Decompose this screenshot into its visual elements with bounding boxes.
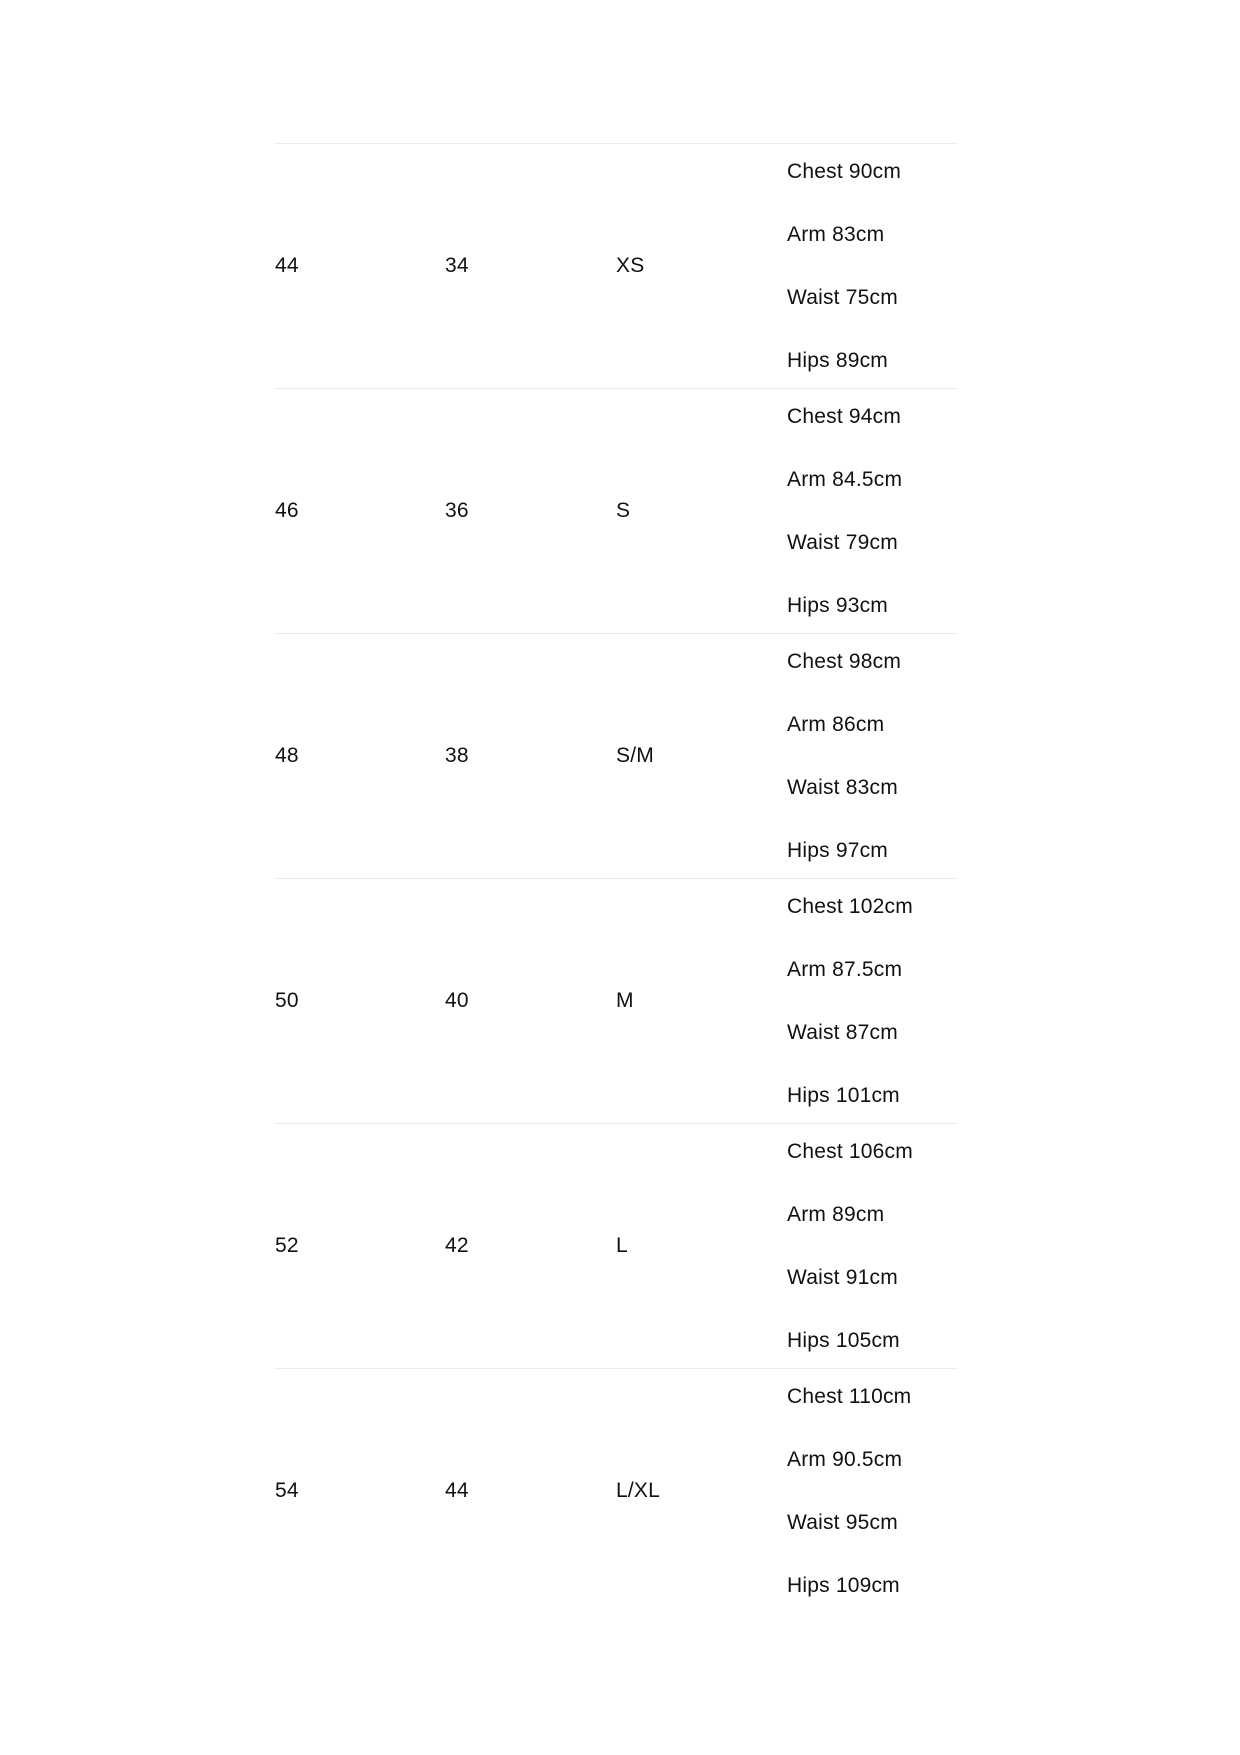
chest-measurement: Chest 106cm xyxy=(787,1140,913,1163)
hips-measurement: Hips 109cm xyxy=(787,1574,900,1597)
size-chart-table xyxy=(274,143,958,1613)
waist-measurement: Waist 79cm xyxy=(787,531,898,554)
letter-size-cell: S xyxy=(616,499,631,522)
uk-size-cell: 34 xyxy=(445,254,469,277)
eu-size-cell: 48 xyxy=(275,744,299,767)
chest-measurement: Chest 94cm xyxy=(787,405,902,428)
table-row xyxy=(274,143,958,388)
arm-measurement: Arm 84.5cm xyxy=(787,468,903,491)
measurements-cell xyxy=(787,650,958,863)
chest-measurement: Chest 90cm xyxy=(787,160,902,183)
uk-size-cell: 42 xyxy=(445,1234,469,1257)
eu-size-cell: 52 xyxy=(275,1234,299,1257)
arm-measurement: Arm 87.5cm xyxy=(787,958,903,981)
measurements-cell xyxy=(787,160,958,373)
hips-measurement: Hips 101cm xyxy=(787,1084,900,1107)
waist-measurement: Waist 75cm xyxy=(787,286,898,309)
letter-size-cell: XS xyxy=(616,254,645,277)
waist-measurement: Waist 91cm xyxy=(787,1266,898,1289)
uk-size-cell: 36 xyxy=(445,499,469,522)
waist-measurement: Waist 83cm xyxy=(787,776,898,799)
hips-measurement: Hips 105cm xyxy=(787,1329,900,1352)
arm-measurement: Arm 86cm xyxy=(787,713,885,736)
hips-measurement: Hips 89cm xyxy=(787,349,888,372)
table-row xyxy=(274,1123,958,1368)
chest-measurement: Chest 102cm xyxy=(787,895,913,918)
arm-measurement: Arm 90.5cm xyxy=(787,1448,903,1471)
eu-size-cell: 46 xyxy=(275,499,299,522)
table-row xyxy=(274,878,958,1123)
uk-size-cell: 44 xyxy=(445,1479,469,1502)
measurements-cell xyxy=(787,895,958,1108)
waist-measurement: Waist 87cm xyxy=(787,1021,898,1044)
letter-size-cell: S/M xyxy=(616,744,654,767)
hips-measurement: Hips 97cm xyxy=(787,839,888,862)
letter-size-cell: L/XL xyxy=(616,1479,660,1502)
uk-size-cell: 40 xyxy=(445,989,469,1012)
uk-size-cell: 38 xyxy=(445,744,469,767)
eu-size-cell: 50 xyxy=(275,989,299,1012)
table-row xyxy=(274,388,958,633)
eu-size-cell: 54 xyxy=(275,1479,299,1502)
measurements-cell xyxy=(787,1140,958,1353)
waist-measurement: Waist 95cm xyxy=(787,1511,898,1534)
table-row xyxy=(274,1368,958,1613)
chest-measurement: Chest 110cm xyxy=(787,1385,912,1408)
eu-size-cell: 44 xyxy=(275,254,299,277)
measurements-cell xyxy=(787,1385,958,1598)
chest-measurement: Chest 98cm xyxy=(787,650,902,673)
measurements-cell xyxy=(787,405,958,618)
letter-size-cell: L xyxy=(616,1234,628,1257)
hips-measurement: Hips 93cm xyxy=(787,594,888,617)
table-row xyxy=(274,633,958,878)
letter-size-cell: M xyxy=(616,989,634,1012)
arm-measurement: Arm 89cm xyxy=(787,1203,885,1226)
arm-measurement: Arm 83cm xyxy=(787,223,885,246)
